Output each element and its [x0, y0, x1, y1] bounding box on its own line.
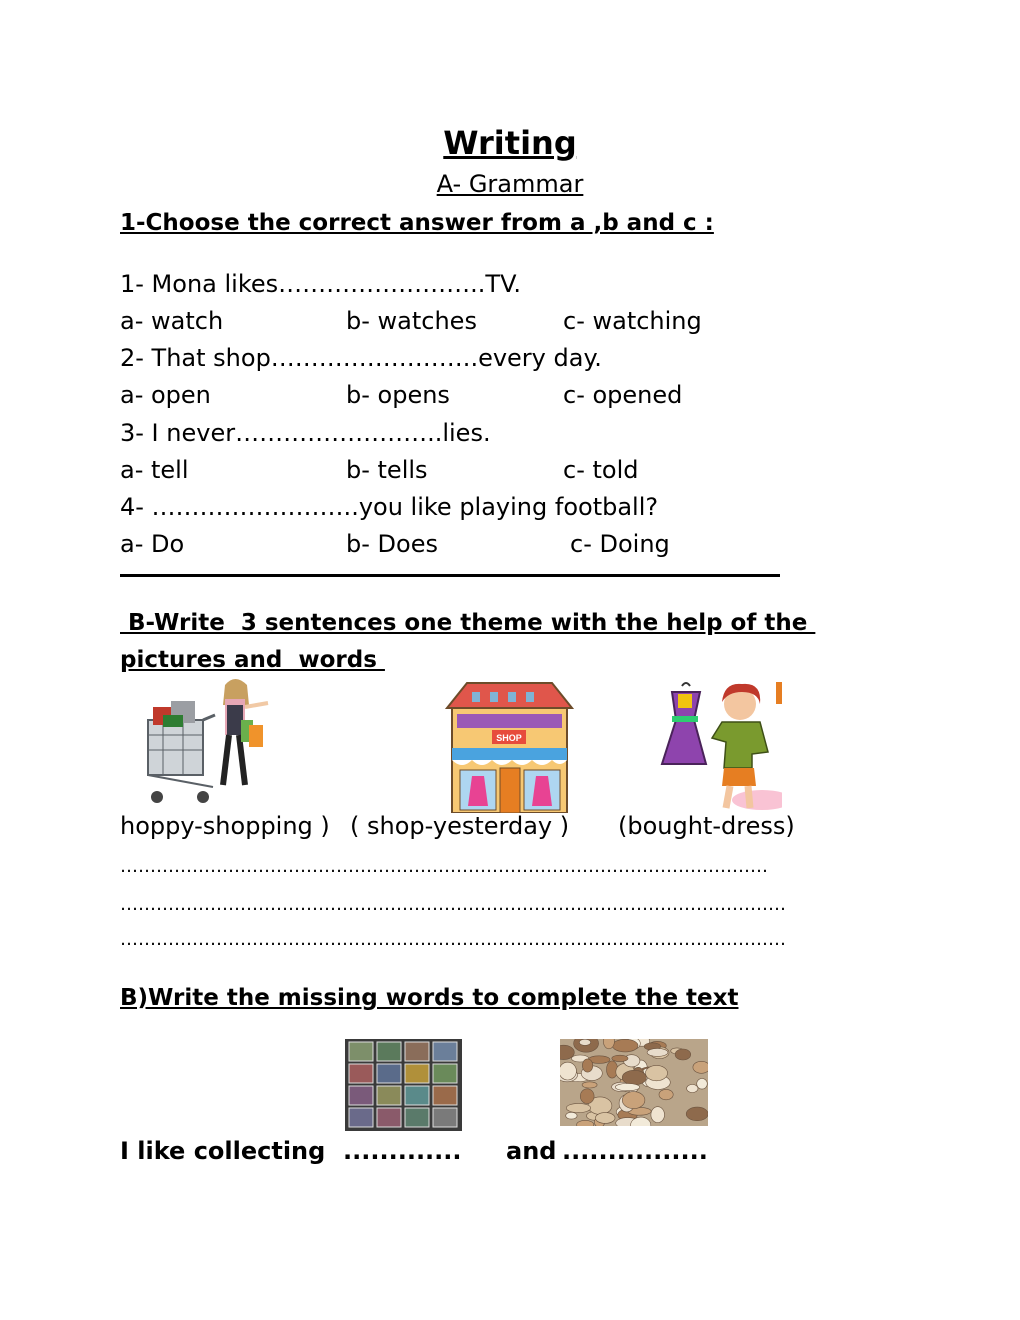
seashell [697, 1079, 708, 1090]
q2-option-b: b- opens [346, 381, 450, 409]
seashell [693, 1061, 708, 1073]
question-2: 2- That shop……………………..every day. [120, 344, 602, 372]
seashell [582, 1059, 592, 1072]
shop-building-picture [442, 678, 577, 813]
stamp [405, 1086, 429, 1105]
stamp [349, 1108, 373, 1127]
seashell [566, 1103, 590, 1112]
page-title: Writing [443, 124, 577, 162]
stamps-picture [345, 1039, 462, 1131]
seashell [675, 1049, 691, 1060]
connector-and: and [506, 1137, 557, 1165]
cue-word-3: (bought-dress) [618, 812, 795, 840]
shop-sign-text: SHOP [496, 733, 522, 743]
seashell [612, 1055, 628, 1061]
q3-option-a: a- tell [120, 456, 189, 484]
section2-heading-line1: B-Write 3 sentences one theme with the help of the [120, 610, 816, 636]
stamp [377, 1042, 401, 1061]
question-1: 1- Mona likes……………………..TV. [120, 270, 522, 298]
seashell [595, 1113, 615, 1124]
q2-option-a: a- open [120, 381, 211, 409]
woman-with-dress-picture [642, 682, 782, 810]
stamp [405, 1064, 429, 1083]
cue-word-2: ( shop-yesterday ) [350, 812, 570, 840]
seashell [659, 1089, 673, 1099]
seashell [612, 1039, 638, 1052]
answer-line-3[interactable]: ………………………………………………………………………………………………… [120, 929, 786, 950]
answer-line-2[interactable]: ………………………………………………………………………………………………… [120, 894, 786, 915]
seashell [622, 1070, 646, 1085]
page-subtitle: A- Grammar [436, 170, 584, 198]
seashell [582, 1082, 597, 1088]
q1-option-a: a- watch [120, 307, 224, 335]
question-4: 4- ……………………..you like playing football? [120, 493, 659, 521]
seashells-picture [560, 1039, 708, 1126]
q3-option-b: b- tells [346, 456, 428, 484]
stamp [349, 1086, 373, 1105]
section1-heading: 1-Choose the correct answer from a ,b and c : [120, 210, 714, 236]
stamp [349, 1064, 373, 1083]
stamp [433, 1108, 457, 1127]
q4-option-c: c- Doing [570, 530, 670, 558]
q1-option-c: c- watching [563, 307, 702, 335]
section2-heading-line2: pictures and words [120, 647, 385, 673]
q1-option-b: b- watches [346, 307, 477, 335]
seashell [646, 1065, 668, 1080]
section3-heading: B)Write the missing words to complete the text [120, 985, 739, 1011]
seashell [622, 1092, 645, 1109]
stamp [377, 1108, 401, 1127]
stamp [405, 1042, 429, 1061]
q4-option-b: b- Does [346, 530, 438, 558]
stamp [433, 1042, 457, 1061]
seashell [687, 1085, 698, 1093]
section-divider [120, 574, 780, 577]
seashell [647, 1048, 668, 1056]
sentence-start: I like collecting [120, 1137, 326, 1165]
stamp [349, 1042, 373, 1061]
seashell [615, 1084, 639, 1091]
seashell [651, 1107, 665, 1123]
q4-option-a: a- Do [120, 530, 185, 558]
seashell [686, 1107, 708, 1121]
stamp [405, 1108, 429, 1127]
seashell [580, 1089, 594, 1104]
blank-1[interactable]: ............. [343, 1137, 462, 1165]
seashell [566, 1112, 577, 1119]
stamp [377, 1086, 401, 1105]
question-3: 3- I never……………………..lies. [120, 419, 491, 447]
stamp [433, 1064, 457, 1083]
q2-option-c: c- opened [563, 381, 683, 409]
seashell [560, 1062, 576, 1080]
stamp [377, 1064, 401, 1083]
blank-2[interactable]: ................ [562, 1137, 708, 1165]
seashell [579, 1039, 590, 1045]
q3-option-c: c- told [563, 456, 639, 484]
answer-line-1[interactable]: ……………………………………………………………………………………………… [120, 856, 768, 877]
shopping-woman-picture [143, 675, 288, 810]
stamp [433, 1086, 457, 1105]
cue-word-1: hoppy-shopping ) [120, 812, 330, 840]
